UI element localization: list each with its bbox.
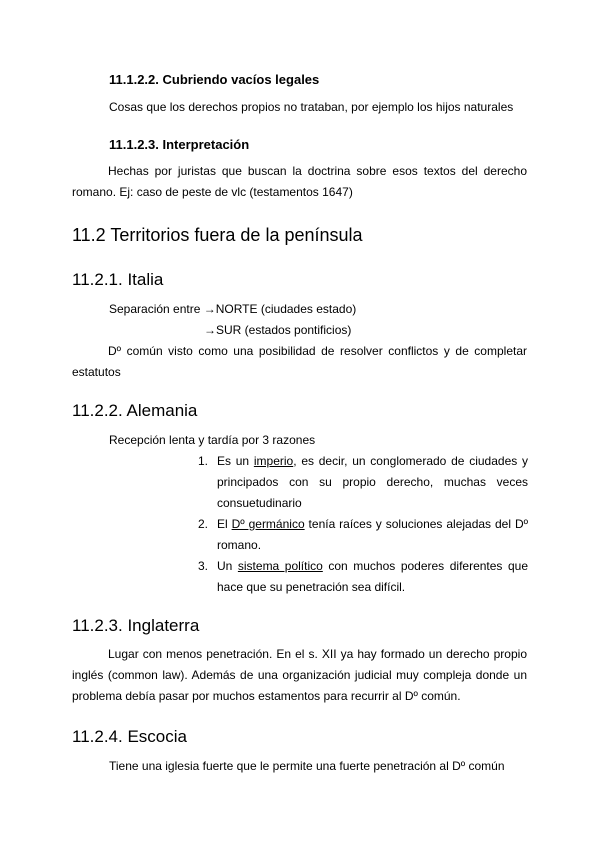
italia-line-prefix: Separación entre: [109, 302, 204, 316]
list-item-text-pre: Un: [217, 559, 238, 573]
list-item-text-pre: El: [217, 517, 232, 531]
heading-territorios: 11.2 Territorios fuera de la península: [72, 225, 363, 245]
list-item: [198, 556, 528, 598]
paragraph-italia: [72, 341, 527, 383]
heading-cubriendo-vacios: 11.1.2.2. Cubriendo vacíos legales: [109, 72, 320, 87]
list-item-text-post: tenía raíces y soluciones alejadas del Dº romano.: [217, 517, 528, 552]
list-item-number: 2.: [198, 517, 209, 531]
list-item: [198, 514, 528, 556]
italia-line-norte: [109, 302, 356, 317]
list-item-text: [217, 556, 528, 598]
paragraph-italia-text: Dº común visto como una posibilidad de resolver conflictos y de completar estatutos: [72, 344, 527, 379]
list-item-underlined: imperio: [253, 454, 294, 468]
list-item-underlined: Dº germánico: [231, 517, 305, 531]
paragraph-interpretacion: [72, 161, 527, 203]
paragraph-interpretacion-text: Hechas por juristas que buscan la doctrina sobre esos textos del derecho romano. Ej: caso de peste de vlc (testamentos 1647): [72, 164, 527, 199]
arrow-icon: →: [203, 302, 216, 316]
heading-escocia: 11.2.4. Escocia: [72, 727, 187, 746]
text-cubriendo-vacios: Cosas que los derechos propios no trataban, por ejemplo los hijos naturales: [109, 100, 514, 114]
text-escocia: Tiene una iglesia fuerte que le permite una fuerte penetración al Dº común: [109, 759, 505, 773]
list-item-number: 3.: [198, 559, 209, 573]
paragraph-inglaterra: [72, 644, 527, 707]
list-item-text: [217, 451, 528, 514]
italia-sur-label: SUR (estados pontificios): [216, 323, 352, 337]
heading-alemania: 11.2.2. Alemania: [72, 401, 198, 420]
italia-line-sur: [204, 323, 351, 338]
alemania-intro: Recepción lenta y tardía por 3 razones: [109, 433, 316, 447]
italia-norte-label: NORTE (ciudades estado): [215, 302, 357, 316]
heading-inglaterra: 11.2.3. Inglaterra: [72, 616, 200, 635]
heading-italia: 11.2.1. Italia: [72, 270, 164, 289]
heading-interpretacion: 11.1.2.3. Interpretación: [109, 137, 250, 152]
list-item-underlined: sistema político: [237, 559, 323, 573]
list-item-text-post: , es decir, un conglomerado de ciudades y principados con su propio derecho, muchas veces consuetudinario: [217, 454, 528, 510]
list-item-text: [217, 514, 528, 556]
list-item-number: 1.: [198, 454, 209, 468]
paragraph-inglaterra-text: Lugar con menos penetración. En el s. XII ya hay formado un derecho propio inglés (common law). Además de una organización judicial muy compleja donde un problema debía pasar por muchos estamentos para recurrir al Dº común.: [72, 647, 527, 703]
arrow-icon: →: [204, 323, 216, 337]
list-item-text-pre: Es un: [217, 454, 254, 468]
list-item-text-post: con muchos poderes diferentes que hace que su penetración sea difícil.: [217, 559, 528, 594]
list-item: [198, 451, 528, 514]
